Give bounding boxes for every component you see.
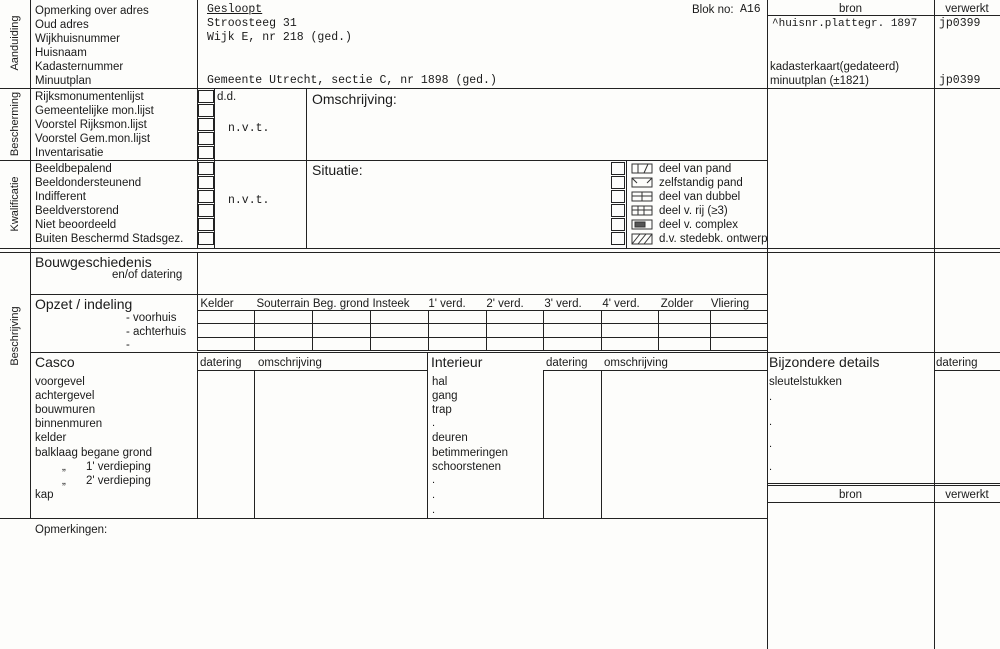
section-aanduiding: Aanduiding: [9, 15, 21, 71]
interieur-gang: gang: [432, 390, 458, 402]
row-line: [767, 483, 1000, 484]
grid-line: [658, 310, 659, 350]
casco-omschrijving: omschrijving: [258, 357, 322, 369]
row-line: [197, 337, 767, 338]
label-minuutplan: Minuutplan: [35, 75, 92, 87]
col-vliering: Vliering: [710, 298, 750, 310]
grid-line: [486, 310, 487, 350]
label-inventarisatie: Inventarisatie: [35, 147, 104, 159]
interieur-trap: trap: [432, 404, 452, 416]
col-line: [626, 160, 627, 248]
label-beeldondersteunend: Beeldondersteunend: [35, 177, 142, 189]
label-beeldbepalend: Beeldbepalend: [35, 163, 112, 175]
label-buiten-beschermd: Buiten Beschermd Stadsgez.: [35, 233, 184, 245]
bron-row2: kadasterkaart(gedateerd): [770, 61, 900, 73]
bron-header: bron: [838, 3, 863, 15]
grid-line: [710, 310, 711, 350]
checkbox[interactable]: [611, 190, 625, 203]
row-line: [0, 252, 1000, 253]
row-line: [767, 88, 1000, 89]
col-line: [254, 370, 255, 518]
col-beg-grond: Beg. grond: [312, 298, 370, 310]
bijzondere-dot: .: [769, 461, 773, 473]
col-line: [427, 352, 428, 518]
label-indifferent: Indifferent: [35, 191, 86, 203]
bijzondere-title: Bijzondere details: [769, 354, 880, 370]
stedebk-ontwerp-icon: [632, 234, 652, 244]
row-line: [30, 352, 1000, 353]
interieur-betimmeringen: betimmeringen: [432, 447, 509, 459]
opzet-title: Opzet / indeling: [35, 296, 133, 312]
nvt-kwalificatie: n.v.t.: [228, 194, 270, 207]
bouwgeschiedenis-sub: en/of datering: [112, 269, 183, 281]
value-wijk: Wijk E, nr 218 (ged.): [207, 31, 352, 44]
value-opmerking: Gesloopt: [207, 3, 263, 16]
dd-label: d.d.: [217, 91, 237, 103]
opzet-achterhuis: - achterhuis: [126, 326, 187, 338]
col-souterrain: Souterrain: [256, 298, 310, 310]
blok-value: A16: [740, 3, 761, 16]
opmerkingen-label: Opmerkingen:: [35, 524, 108, 536]
option-deel-v-complex: deel v. complex: [659, 219, 739, 231]
option-deel-v-rij: deel v. rij (≥3): [659, 205, 728, 217]
section-kwalificatie: Kwalificatie: [9, 176, 21, 232]
casco-datering: datering: [200, 357, 242, 369]
row-line: [0, 248, 1000, 249]
checkbox[interactable]: [198, 190, 214, 203]
situatie-icons: [630, 161, 656, 247]
label-voorstel-gem: Voorstel Gem.mon.lijst: [35, 133, 151, 145]
interieur-omschrijving: omschrijving: [604, 357, 668, 369]
verwerkt-header: verwerkt: [945, 3, 989, 15]
verwerkt-col-line: [934, 0, 935, 649]
interieur-schoorstenen: schoorstenen: [432, 461, 502, 473]
col-line: [197, 352, 198, 518]
deel-v-rij-icon: [632, 206, 652, 215]
row-line: [767, 502, 1000, 503]
checkbox[interactable]: [198, 204, 214, 217]
interieur-dot: .: [432, 417, 436, 429]
checkbox[interactable]: [611, 162, 625, 175]
option-deel-van-dubbel: deel van dubbel: [659, 191, 741, 203]
bijzondere-dot: .: [769, 391, 773, 403]
row-line: [30, 294, 767, 295]
casco-voorgevel: voorgevel: [35, 376, 85, 388]
col-2-verd: 2' verd.: [486, 298, 524, 310]
label-oud-adres: Oud adres: [35, 19, 89, 31]
checkbox[interactable]: [198, 90, 214, 103]
col-line: [214, 88, 215, 248]
omschrijving-label: Omschrijving:: [312, 91, 397, 107]
casco-kelder: kelder: [35, 432, 67, 444]
bron-col-line: [767, 0, 768, 649]
label-wijkhuisnummer: Wijkhuisnummer: [35, 33, 120, 45]
grid-line: [601, 310, 602, 350]
row-line: [197, 350, 767, 351]
opzet-blank: -: [126, 339, 130, 351]
label-beeldverstorend: Beeldverstorend: [35, 205, 119, 217]
col-kelder: Kelder: [200, 298, 234, 310]
row-line: [543, 370, 767, 371]
checkbox[interactable]: [198, 146, 214, 159]
bijzondere-bron: bron: [838, 489, 863, 501]
col-3-verd: 3' verd.: [544, 298, 582, 310]
col-line: [543, 370, 544, 518]
interieur-hal: hal: [432, 376, 448, 388]
label-niet-beoordeeld: Niet beoordeeld: [35, 219, 117, 231]
checkbox[interactable]: [198, 162, 214, 175]
bron-row3: minuutplan (±1821): [770, 75, 870, 87]
bouwgeschiedenis-title: Bouwgeschiedenis: [35, 254, 152, 270]
casco-bouwmuren: bouwmuren: [35, 404, 96, 416]
casco-balklaag: balklaag begane grond: [35, 447, 153, 459]
label-opmerking-adres: Opmerking over adres: [35, 5, 149, 17]
opzet-voorhuis: - voorhuis: [126, 312, 177, 324]
bijzondere-verwerkt: verwerkt: [945, 489, 989, 501]
bijzondere-dot: .: [769, 416, 773, 428]
col-line: [306, 88, 307, 248]
label-voorstel-rijks: Voorstel Rijksmon.lijst: [35, 119, 147, 131]
casco-v1-quote: „: [62, 461, 66, 473]
checkbox[interactable]: [611, 204, 625, 217]
col-1-verd: 1' verd.: [428, 298, 466, 310]
checkbox[interactable]: [611, 232, 625, 245]
zelfstandig-pand-icon: [632, 178, 652, 187]
bijzondere-sleutelstukken: sleutelstukken: [769, 376, 842, 388]
casco-kap: kap: [35, 489, 54, 501]
casco-v2-quote: „: [62, 475, 66, 487]
grid-line: [428, 310, 429, 350]
value-oud-adres: Stroosteeg 31: [207, 17, 297, 30]
checkbox[interactable]: [611, 176, 625, 189]
interieur-datering: datering: [546, 357, 588, 369]
deel-v-complex-icon: [632, 220, 652, 229]
casco-v1: 1' verdieping: [86, 461, 151, 473]
checkbox[interactable]: [198, 232, 214, 245]
row-line: [197, 370, 427, 371]
grid-line: [370, 310, 371, 350]
section-bescherming: Bescherming: [9, 91, 21, 157]
row-line: [197, 323, 767, 324]
col-4-verd: 4' verd.: [602, 298, 640, 310]
interieur-deuren: deuren: [432, 432, 468, 444]
label-gemeentelijke: Gemeentelijke mon.lijst: [35, 105, 154, 117]
nvt-bescherming: n.v.t.: [228, 122, 270, 135]
label-kadasternummer: Kadasternummer: [35, 61, 124, 73]
bron-row1: ^huisnr.plattegr. 1897: [772, 18, 918, 30]
option-deel-van-pand: deel van pand: [659, 163, 732, 175]
col-line: [601, 370, 602, 518]
bijzondere-datering: datering: [936, 357, 978, 369]
value-minuutplan: Gemeente Utrecht, sectie C, nr 1898 (ged.): [207, 74, 497, 87]
checkbox[interactable]: [198, 176, 214, 189]
verwerkt-row3: jp0399: [939, 74, 981, 87]
casco-binnenmuren: binnenmuren: [35, 418, 103, 430]
row-line: [767, 485, 1000, 486]
left-margin-line: [30, 0, 31, 519]
interieur-dot: .: [432, 489, 436, 501]
checkbox[interactable]: [198, 118, 214, 131]
checkbox[interactable]: [611, 218, 625, 231]
verwerkt-row1: jp0399: [939, 17, 981, 30]
interieur-dot: .: [432, 474, 436, 486]
casco-title: Casco: [35, 354, 75, 370]
checkbox[interactable]: [198, 132, 214, 145]
section-beschrijving: Beschrijving: [9, 306, 21, 366]
casco-v2: 2' verdieping: [86, 475, 151, 487]
checkbox[interactable]: [198, 218, 214, 231]
row-line: [0, 518, 767, 519]
situatie-label: Situatie:: [312, 162, 363, 178]
label-rijksmonumentenlijst: Rijksmonumentenlijst: [35, 91, 144, 103]
row-line: [0, 88, 767, 89]
option-stedebk-ontwerp: d.v. stedebk. ontwerp: [659, 233, 768, 245]
checkbox[interactable]: [198, 104, 214, 117]
deel-van-pand-icon: [632, 164, 652, 173]
option-zelfstandig-pand: zelfstandig pand: [659, 177, 743, 189]
grid-line: [254, 310, 255, 350]
interieur-title: Interieur: [431, 354, 483, 370]
interieur-dot: .: [432, 504, 436, 516]
casco-achtergevel: achtergevel: [35, 390, 95, 402]
grid-line: [543, 310, 544, 350]
blok-label: Blok no:: [692, 4, 734, 16]
col-insteek: Insteek: [372, 298, 410, 310]
deel-van-dubbel-icon: [632, 192, 652, 201]
row-line: [934, 370, 1000, 371]
col-zolder: Zolder: [660, 298, 694, 310]
grid-line: [312, 310, 313, 350]
bijzondere-dot: .: [769, 438, 773, 450]
label-huisnaam: Huisnaam: [35, 47, 87, 59]
